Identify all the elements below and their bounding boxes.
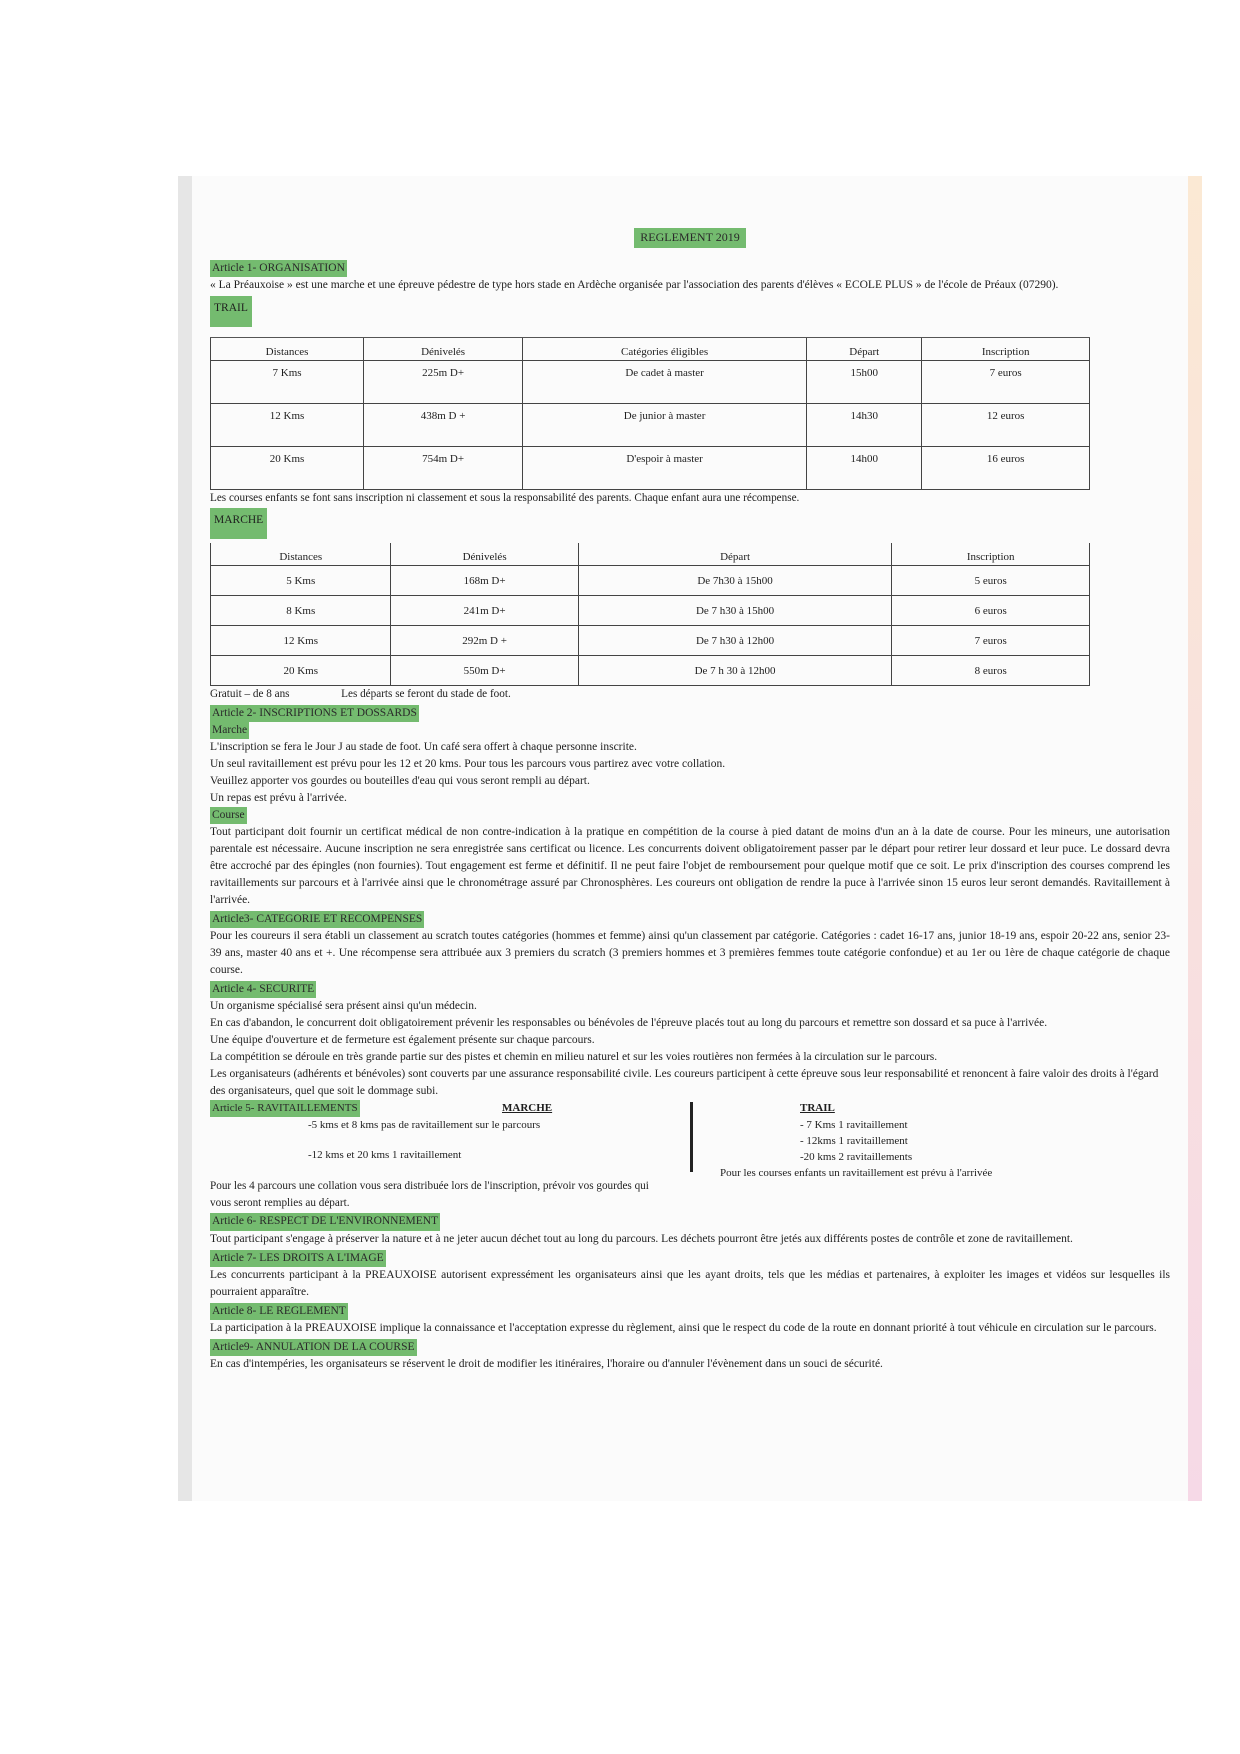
article-7-heading: Article 7- LES DROITS A L'IMAGE: [210, 1250, 386, 1267]
article-9-text: En cas d'intempéries, les organisateurs se réservent le droit de modifier les itinéraires, l'horaire ou d'annuler l'évènement dans un souci de sécurité.: [210, 1357, 883, 1370]
table-row: [211, 360, 1090, 403]
article-2-marche-line: Un repas est prévu à l'arrivée.: [210, 792, 347, 805]
table-cell: 438m D +: [364, 403, 523, 446]
article-3-text: Pour les coureurs il sera établi un classement au scratch toutes catégories (hommes et femme) ainsi qu'un classement par catégorie. Catégories : cadet 16-17 ans, junior 18-19 ans, espoir 20-22 ans, senior 23-39 ans, master 40 ans et +. Une récompense sera attribuée aux 3 premiers du scratch (3 premiers hommes et 3 premières femmes toute catégorie confondue) et au 1er ou 1ère de chaque catégorie de chaque course.: [210, 930, 1170, 977]
article-2-course-label: Course: [210, 807, 247, 824]
table-cell: 754m D+: [364, 446, 523, 489]
table-cell: 7 Kms: [211, 360, 364, 403]
article-5-trail-item: -20 kms 2 ravitaillements: [800, 1151, 913, 1164]
table-header-cell: Distances: [211, 543, 391, 566]
table-cell: 5 euros: [892, 566, 1090, 596]
table-row: [211, 626, 1090, 656]
article-6: [210, 1213, 1170, 1247]
table-row: [211, 656, 1090, 686]
table-header-cell: Départ: [807, 338, 922, 361]
article-1-text: « La Préauxoise » est une marche et une épreuve pédestre de type hors stade en Ardèche organisée par l'association des parents d'élèves « ECOLE PLUS » de l'école de Préaux (07290).: [210, 278, 1059, 291]
article-2-heading: Article 2- INSCRIPTIONS ET DOSSARDS: [210, 705, 419, 722]
table-cell: 292m D +: [391, 626, 578, 656]
article-9-heading: Article9- ANNULATION DE LA COURSE: [210, 1339, 417, 1356]
table-header-cell: Distances: [211, 338, 364, 361]
scan-left-edge: [178, 176, 192, 1501]
article-9: [210, 1339, 1170, 1373]
article-5-marche-line: -12 kms et 20 kms 1 ravitaillement: [308, 1148, 462, 1161]
marche-label: MARCHE: [210, 508, 267, 539]
table-cell: 7 euros: [922, 360, 1090, 403]
article-2-course-text: Tout participant doit fournir un certificat médical de non contre-indication à la pratique en compétition de la course à pied datant de moins d'un an à la date de course. Pour les mineurs, une autorisation parentale est nécessaire. Aucune inscription ne sera enregistrée sans certificat ou licence. Les concurrents doivent obligatoirement passer par le départ pour retirer leur dossard et leur puce. Le dossard devra être accroché par des épingles (non fournies). Tout engagement est ferme et définitif. Il ne peut faire l'objet de remboursement pour quelque motif que ce soit. Le prix d'inscription des courses comprend les ravitaillements sur parcours et à l'arrivée ainsi que le chronométrage assuré par Chronosphères. Les coureurs ont obligation de rendre la puce à l'arrivée sinon 15 euros leur seront demandés. Ravitaillement à l'arrivée.: [210, 826, 1170, 907]
column-divider: [690, 1102, 693, 1172]
table-cell: De 7 h30 à 15h00: [578, 596, 892, 626]
table-cell: 8 euros: [892, 656, 1090, 686]
table-cell: 20 Kms: [211, 656, 391, 686]
document-title-wrap: [210, 228, 1170, 248]
table-cell: 12 Kms: [211, 626, 391, 656]
table-cell: 168m D+: [391, 566, 578, 596]
table-header-row: [211, 338, 1090, 361]
article-7: [210, 1250, 1170, 1301]
article-5-marche-title: MARCHE: [502, 1102, 553, 1115]
table-header-cell: Inscription: [922, 338, 1090, 361]
article-7-text: Les concurrents participant à la PREAUXOISE autorisent expressément les organisateurs ainsi que les ayant droits, tels que les médias et partenaires, à exploiter les images et vidéos sur lesquelles ils pourraient apparaître.: [210, 1268, 1170, 1298]
table-header-cell: Catégories éligibles: [523, 338, 807, 361]
trail-table: [210, 338, 1090, 490]
table-cell: 225m D+: [364, 360, 523, 403]
table-row: [211, 403, 1090, 446]
table-row: [211, 446, 1090, 489]
article-5-trail-title: TRAIL: [800, 1102, 835, 1115]
article-5-trail-item: - 7 Kms 1 ravitaillement: [800, 1118, 908, 1131]
article-5-marche-line: -5 kms et 8 kms pas de ravitaillement sur le parcours: [308, 1118, 541, 1131]
document-title: REGLEMENT 2019: [634, 228, 745, 248]
table-cell: 7 euros: [892, 626, 1090, 656]
article-2-marche-line: Un seul ravitaillement est prévu pour les 12 et 20 kms. Pour tous les parcours vous partirez avec votre collation.: [210, 758, 726, 771]
article-2-marche-line: Veuillez apporter vos gourdes ou bouteilles d'eau qui vous seront rempli au départ.: [210, 775, 590, 788]
trail-note: Les courses enfants se font sans inscription ni classement et sous la responsabilité des parents. Chaque enfant aura une récompense.: [210, 491, 800, 504]
article-2-marche-label: Marche: [210, 722, 249, 739]
table-cell: D'espoir à master: [523, 446, 807, 489]
article-5-marche-column: [302, 1100, 642, 1163]
table-cell: 15h00: [807, 360, 922, 403]
article-6-text: Tout participant s'engage à préserver la nature et à ne jeter aucun déchet tout au long du parcours. Les déchets pourront être jetés aux différents postes de contrôle et zone de ravitaillement.: [210, 1232, 1073, 1245]
table-cell: 6 euros: [892, 596, 1090, 626]
article-5-heading: Article 5- RAVITAILLEMENTS: [210, 1100, 360, 1116]
article-2-marche-line: L'inscription se fera le Jour J au stade de foot. Un café sera offert à chaque personne inscrite.: [210, 741, 637, 753]
table-cell: De 7 h 30 à 12h00: [578, 656, 892, 686]
table-cell: 550m D+: [391, 656, 578, 686]
table-cell: 8 Kms: [211, 596, 391, 626]
article-4-line: Les organisateurs (adhérents et bénévoles) sont couverts par une assurance responsabilité civile. Les coureurs participent à cette épreuve sous leur responsabilité et renoncent à faire valoir des droits à l'égard des organisateurs, quel que soit le dommage subi.: [210, 1068, 1159, 1098]
article-5-trail-column: [720, 1100, 1170, 1181]
table-header-row: [211, 543, 1090, 566]
table-cell: 20 Kms: [211, 446, 364, 489]
article-4-heading: Article 4- SECURITE: [210, 981, 316, 998]
marche-note: [210, 686, 1170, 703]
table-cell: De junior à master: [523, 403, 807, 446]
table-cell: De 7 h30 à 12h00: [578, 626, 892, 656]
article-4-line: La compétition se déroule en très grande partie sur des pistes et chemin en milieu naturel et sur les voies routières non fermées à la circulation sur le parcours.: [210, 1051, 938, 1064]
article-1-heading: Article 1- ORGANISATION: [210, 260, 347, 277]
trail-label: TRAIL: [210, 296, 252, 327]
table-cell: 12 euros: [922, 403, 1090, 446]
article-3: [210, 911, 1170, 979]
table-cell: 5 Kms: [211, 566, 391, 596]
document-content: [210, 228, 1170, 1373]
marche-note-right: Les départs se feront du stade de foot.: [341, 688, 511, 701]
table-row: [211, 566, 1090, 596]
table-header-cell: Inscription: [892, 543, 1090, 566]
table-header-cell: Départ: [578, 543, 892, 566]
marche-table: [210, 543, 1090, 686]
article-5-trail-item: - 12kms 1 ravitaillement: [800, 1134, 908, 1147]
article-5: [210, 1100, 1170, 1192]
article-3-heading: Article3- CATEGORIE ET RECOMPENSES: [210, 911, 424, 928]
article-5-marche-note: Pour les 4 parcours une collation vous sera distribuée lors de l'inscription, prévoir vos gourdes qui vous seront remplies au départ.: [210, 1180, 649, 1209]
article-4-line: Une équipe d'ouverture et de fermeture est également présente sur chaque parcours.: [210, 1034, 595, 1047]
article-2: [210, 705, 1170, 909]
article-8-heading: Article 8- LE REGLEMENT: [210, 1303, 348, 1320]
table-cell: 14h00: [807, 446, 922, 489]
scan-right-edge: [1188, 176, 1202, 1501]
article-1: [210, 260, 1170, 294]
article-4-line: Un organisme spécialisé sera présent ainsi qu'un médecin.: [210, 1000, 477, 1013]
table-header-cell: Dénivelés: [364, 338, 523, 361]
table-cell: De 7h30 à 15h00: [578, 566, 892, 596]
table-cell: 241m D+: [391, 596, 578, 626]
table-cell: 14h30: [807, 403, 922, 446]
table-header-cell: Dénivelés: [391, 543, 578, 566]
article-4: [210, 981, 1170, 1100]
table-cell: De cadet à master: [523, 360, 807, 403]
article-6-heading: Article 6- RESPECT DE L'ENVIRONNEMENT: [210, 1213, 440, 1230]
article-5-trail-note: Pour les courses enfants un ravitaillement est prévu à l'arrivée: [720, 1167, 993, 1180]
table-row: [211, 596, 1090, 626]
article-4-line: En cas d'abandon, le concurrent doit obligatoirement prévenir les responsables ou bénévoles de l'épreuve placés tout au long du parcours et remettre son dossard et sa puce à l'arrivée.: [210, 1017, 1048, 1030]
article-8: [210, 1303, 1170, 1337]
table-cell: 12 Kms: [211, 403, 364, 446]
table-cell: 16 euros: [922, 446, 1090, 489]
article-8-text: La participation à la PREAUXOISE implique la connaissance et l'acceptation expresse du règlement, ainsi que le respect du code de la route en donnant priorité à tout véhicule en circulation sur le parcours.: [210, 1321, 1157, 1334]
marche-note-left: Gratuit – de 8 ans: [210, 688, 290, 701]
document-page: [192, 176, 1188, 1501]
